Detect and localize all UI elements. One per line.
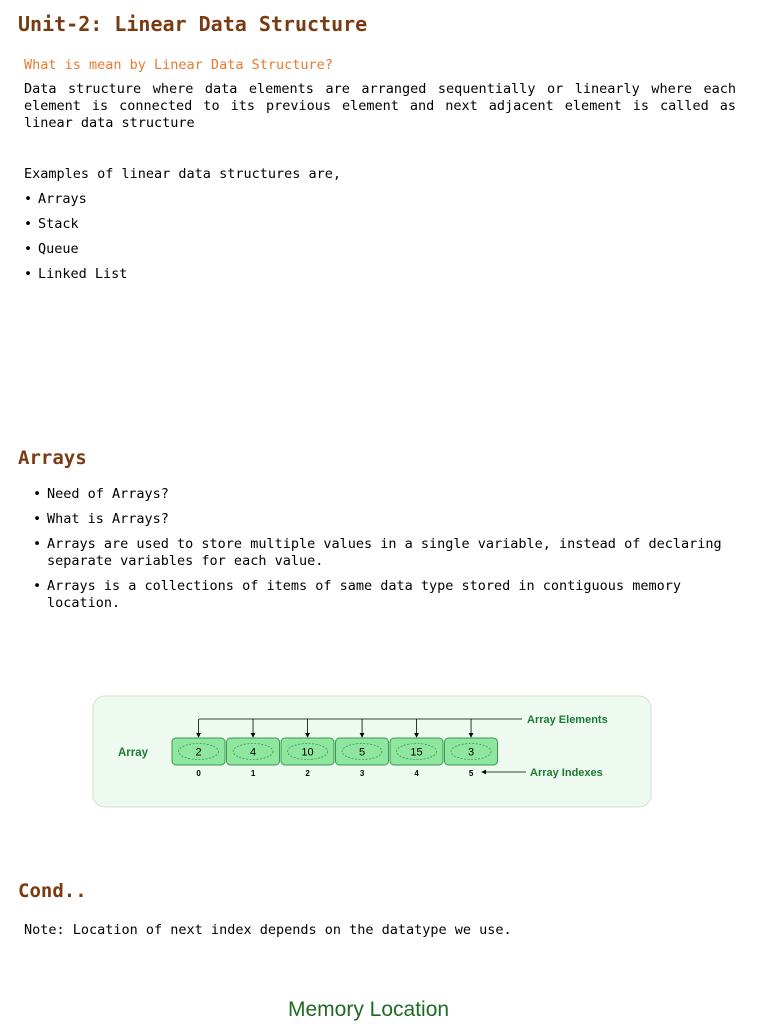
note-text: Note: Location of next index depends on the datatype we use. bbox=[24, 922, 512, 938]
cell-index: 3 bbox=[359, 769, 365, 778]
cond-heading: Cond.. bbox=[18, 880, 87, 902]
indexes-label: Array Indexes bbox=[530, 767, 603, 779]
definition-paragraph: Data structure where data elements are arranged sequentially or linearly where each element is connected to its previous element and next adjacent element is called as linear data structure bbox=[24, 81, 736, 131]
list-item: • Arrays is a collections of items of same data type stored in contiguous memory location. bbox=[33, 578, 723, 612]
cell-value: 4 bbox=[249, 746, 257, 759]
question-heading: What is mean by Linear Data Structure? bbox=[24, 57, 333, 73]
list-item: • Arrays are used to store multiple values in a single variable, instead of declaring separate variables for each value. bbox=[33, 536, 723, 570]
cell-index: 1 bbox=[250, 769, 256, 778]
cell-index: 0 bbox=[196, 769, 201, 778]
cell-value: 3 bbox=[467, 746, 475, 759]
array-label: Array bbox=[118, 747, 149, 759]
cell-value: 15 bbox=[410, 746, 423, 759]
cell-index: 4 bbox=[414, 769, 419, 778]
examples-intro: Examples of linear data structures are, bbox=[24, 166, 341, 182]
cell-index: 5 bbox=[468, 769, 474, 778]
cell-value: 2 bbox=[195, 746, 202, 759]
cell-index: 2 bbox=[305, 769, 310, 778]
list-item: • Queue bbox=[24, 241, 127, 258]
cell-value: 10 bbox=[301, 746, 314, 759]
page-title: Unit-2: Linear Data Structure bbox=[18, 12, 368, 36]
list-item: • Linked List bbox=[24, 266, 127, 283]
arrays-points-list bbox=[33, 486, 723, 620]
cell-value: 5 bbox=[358, 746, 366, 759]
arrays-heading: Arrays bbox=[18, 447, 87, 469]
elements-label: Array Elements bbox=[527, 714, 608, 726]
memory-location-title: Memory Location bbox=[288, 998, 450, 1021]
list-item: • Stack bbox=[24, 216, 127, 233]
list-item: • What is Arrays? bbox=[33, 511, 723, 528]
list-item: • Arrays bbox=[24, 191, 127, 208]
list-item: • Need of Arrays? bbox=[33, 486, 723, 503]
array-diagram bbox=[92, 695, 652, 809]
examples-list bbox=[24, 191, 127, 291]
